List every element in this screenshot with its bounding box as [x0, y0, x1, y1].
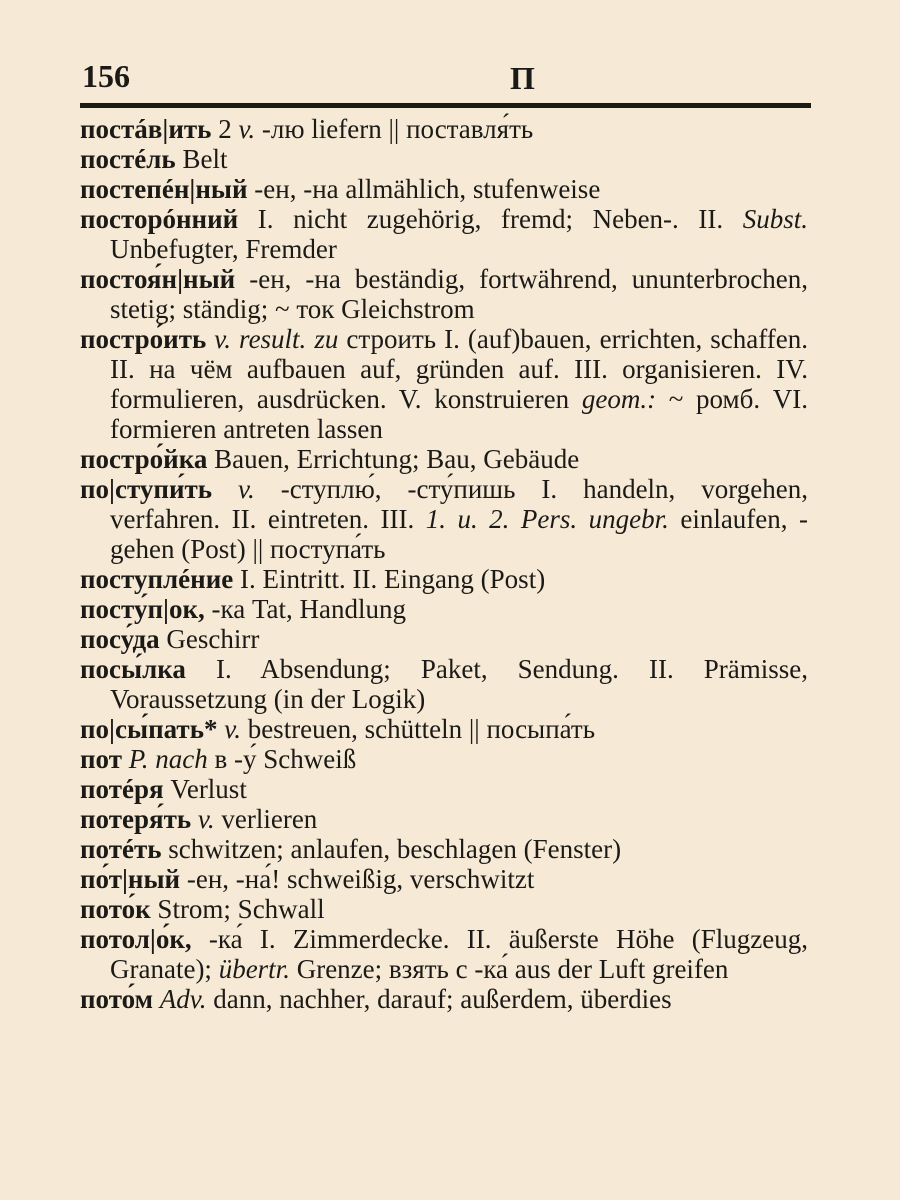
entry-text: -ка́ I. Zimmerdecke. II. äußerste Höhe (Flugzeug, Granate);	[110, 924, 808, 984]
entry-headword: потéть	[80, 834, 162, 864]
entry-text: einlaufen, -gehen (Post) || поступа́ть	[110, 504, 808, 564]
entry-headword: по|сы́пать*	[80, 714, 218, 744]
entry-text	[153, 984, 160, 1014]
entry-headword: посту́п|ок,	[80, 594, 205, 624]
entry-headword: потол|о́к,	[80, 924, 192, 954]
dictionary-entry	[80, 594, 808, 624]
entry-italic-note: P. nach	[128, 744, 208, 774]
header-rule	[80, 103, 811, 108]
dictionary-entry	[80, 564, 808, 594]
entry-headword: постéль	[80, 144, 176, 174]
dictionary-entry	[80, 474, 808, 564]
page-header	[80, 52, 812, 106]
entry-text: Bauen, Errichtung; Bau, Gebäude	[207, 444, 580, 474]
entry-text: verlieren	[214, 804, 318, 834]
dictionary-entry	[80, 204, 808, 264]
dictionary-entry	[80, 774, 808, 804]
dictionary-entry	[80, 804, 808, 834]
entry-italic-note: v.	[238, 114, 256, 144]
dictionary-entry	[80, 834, 808, 864]
entry-text: -ен, -на allmählich, stufenweise	[247, 174, 601, 204]
entry-text: -лю liefern || поставля́ть	[255, 114, 534, 144]
dictionary-entry	[80, 174, 808, 204]
entry-headword: потéря	[80, 774, 164, 804]
entry-headword: постáв|ить	[80, 114, 212, 144]
entry-headword: посторóнний	[80, 204, 239, 234]
entry-text: строить I. (auf)bauen, errichten, schaffen. II. на чём aufbauen auf, gründen auf. III. organisieren. IV. formulieren, ausdrücken. V. konstruieren	[110, 324, 809, 414]
dictionary-entry	[80, 444, 808, 474]
entry-text: Strom; Schwall	[150, 894, 325, 924]
dictionary-entry	[80, 744, 808, 774]
entry-text: Grenze; взять с -ка́ aus der Luft greifen	[289, 954, 729, 984]
entry-italic-note: v.	[197, 804, 215, 834]
dictionary-entry	[80, 624, 808, 654]
entry-italic-note: 1. u. 2. Pers. ungebr.	[425, 504, 669, 534]
entry-text: dann, nachher, darauf; außerdem, überdies	[206, 984, 672, 1014]
entry-italic-note: übertr.	[218, 954, 290, 984]
entry-text: ~ ромб. VI. formieren antreten lassen	[110, 384, 809, 444]
dictionary-entry	[80, 144, 808, 174]
entry-headword: по|ступи́ть	[80, 474, 213, 504]
entry-text: Verlust	[163, 774, 247, 804]
dictionary-entry	[80, 894, 808, 924]
entry-list	[80, 114, 808, 1014]
entry-headword: постро́йка	[80, 444, 208, 474]
entry-headword: по́т|ный	[80, 864, 181, 894]
entry-text	[122, 744, 129, 774]
entry-italic-note: Adv.	[159, 984, 207, 1014]
dictionary-entry	[80, 264, 808, 324]
entry-headword: пото́м	[80, 984, 153, 1014]
entry-text: Belt	[175, 144, 228, 174]
entry-text: 2	[211, 114, 239, 144]
section-letter: П	[510, 60, 535, 96]
dictionary-entry	[80, 114, 808, 144]
dictionary-entry	[80, 864, 808, 894]
entry-headword: пото́к	[80, 894, 151, 924]
entry-text: -ен, -на beständig, fortwährend, ununterbrochen, stetig; ständig; ~ ток Gleichstrom	[110, 264, 808, 324]
entry-headword: потеря́ть	[80, 804, 192, 834]
dictionary-entry	[80, 714, 808, 744]
entry-headword: постро́ить	[80, 324, 207, 354]
entry-headword: посу́да	[80, 624, 160, 654]
entry-text	[191, 804, 198, 834]
entry-text	[212, 474, 238, 504]
entry-text: в -у́ Schweiß	[207, 744, 357, 774]
entry-text: Unbefugter, Fremder	[110, 234, 337, 264]
entry-text: I. Absendung; Paket, Sendung. II. Prämisse, Voraussetzung (in der Logik)	[110, 654, 808, 714]
dictionary-entry	[80, 654, 808, 714]
entry-italic-note: v. result. zu	[214, 324, 339, 354]
entry-text: I. Eintritt. II. Eingang (Post)	[233, 564, 546, 594]
entry-headword: постоя́н|ный	[80, 264, 236, 294]
entry-text: schwitzen; anlaufen, beschlagen (Fenster)	[161, 834, 622, 864]
entry-headword: посы́лка	[80, 654, 186, 684]
entry-text: -ка Tat, Handlung	[204, 594, 407, 624]
entry-text: -ен, -на́! schweißig, verschwitzt	[180, 864, 535, 894]
entry-headword: поступлéние	[80, 564, 234, 594]
entry-headword: пот	[80, 744, 122, 774]
entry-headword: постепéн|ный	[80, 174, 248, 204]
entry-text: I. nicht zugehörig, fremd; Neben-. II.	[238, 204, 743, 234]
dictionary-entry	[80, 324, 808, 444]
entry-italic-note: geom.:	[581, 384, 657, 414]
dictionary-entry	[80, 924, 808, 984]
page-number: 156	[82, 58, 130, 94]
dictionary-entry	[80, 984, 808, 1014]
entry-italic-note: v.	[224, 714, 241, 744]
entry-text: bestreuen, schütteln || посыпа́ть	[240, 714, 596, 744]
entry-italic-note: Subst.	[742, 204, 808, 234]
entry-italic-note: v.	[238, 474, 255, 504]
entry-text: Geschirr	[159, 624, 260, 654]
entry-text: -ступлю́, -сту́пишь I. handeln, vorgehen, verfahren. II. eintreten. III.	[110, 474, 809, 534]
